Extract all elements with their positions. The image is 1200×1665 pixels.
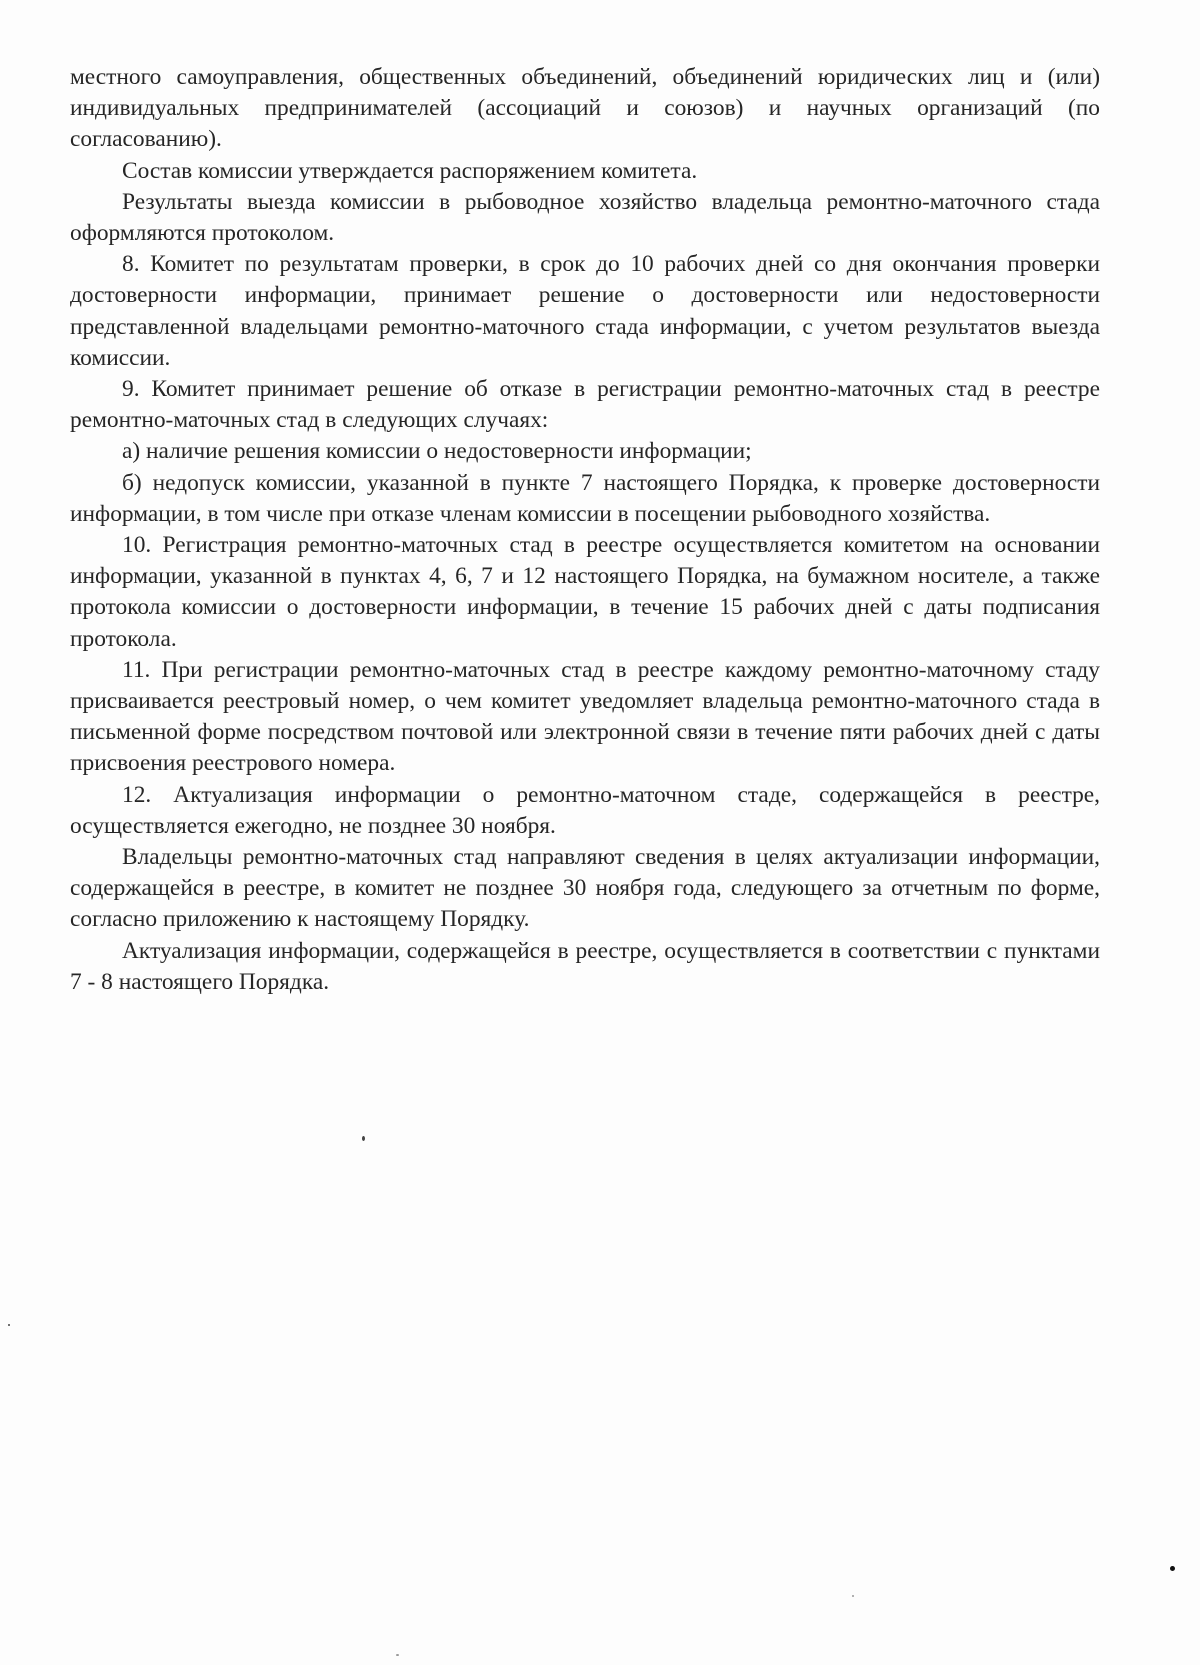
paragraph-commission-composition: Состав комиссии утверждается распоряжением комитета. <box>122 157 698 184</box>
paragraph-item-9b: б) недопуск комиссии, указанной в пункте 7 настоящего Порядка, к проверке достоверности информации, в том числе при отказе членам комиссии в посещении рыбоводного хозяйства. <box>70 469 1100 527</box>
scan-speck <box>8 1324 10 1326</box>
paragraph-item-8: 8. Комитет по результатам проверки, в срок до 10 рабочих дней со дня окончания проверки достоверности информации, принимает решение о достоверности или недостоверности представленной владельцами ремонтно-маточного стада информации, с учетом результатов выезда комиссии. <box>70 251 1100 371</box>
paragraph-item-9a: а) наличие решения комиссии о недостоверности информации; <box>122 438 752 465</box>
document-body <box>70 62 1100 998</box>
scan-speck <box>852 1595 854 1597</box>
paragraph-continuation: местного самоуправления, общественных объединений, объединений юридических лиц и (или) индивидуальных предпринимателей (ассоциаций и союзов) и научных организаций (по согласованию). <box>70 64 1100 153</box>
scan-speck <box>396 1654 399 1656</box>
scan-speck <box>362 1136 365 1141</box>
paragraph-item-11: 11. При регистрации ремонтно-маточных стад в реестре каждому ремонтно-маточному стаду присваивается реестровый номер, о чем комитет уведомляет владельца ремонтно-маточного стада в письменной форме посредством почтовой или электронной связи в течение пяти рабочих дней с даты присвоения реестрового номера. <box>70 656 1100 777</box>
paragraph-item-12: 12. Актуализация информации о ремонтно-маточном стаде, содержащейся в реестре, осуществляется ежегодно, не позднее 30 ноября. <box>70 781 1100 839</box>
paragraph-item-10: 10. Регистрация ремонтно-маточных стад в реестре осуществляется комитетом на основании информации, указанной в пунктах 4, 6, 7 и 12 настоящего Порядка, на бумажном носителе, а также протокола комиссии о достоверности информации, в течение 15 рабочих дней с даты подписания протокола. <box>70 532 1100 652</box>
scan-speck <box>1170 1566 1175 1571</box>
paragraph-owners-submission: Владельцы ремонтно-маточных стад направляют сведения в целях актуализации информации, содержащейся в реестре, в комитет не позднее 30 ноября года, следующего за отчетным по форме, согласно приложению к настоящему Порядку. <box>70 844 1100 933</box>
paragraph-commission-results: Результаты выезда комиссии в рыбоводное хозяйство владельца ремонтно-маточного стада оформляются протоколом. <box>70 188 1100 247</box>
paragraph-item-9: 9. Комитет принимает решение об отказе в регистрации ремонтно-маточных стад в реестре ремонтно-маточных стад в следующих случаях: <box>70 376 1100 434</box>
paragraph-actualization: Актуализация информации, содержащейся в реестре, осуществляется в соответствии с пунктами 7 - 8 настоящего Порядка. <box>70 937 1100 995</box>
